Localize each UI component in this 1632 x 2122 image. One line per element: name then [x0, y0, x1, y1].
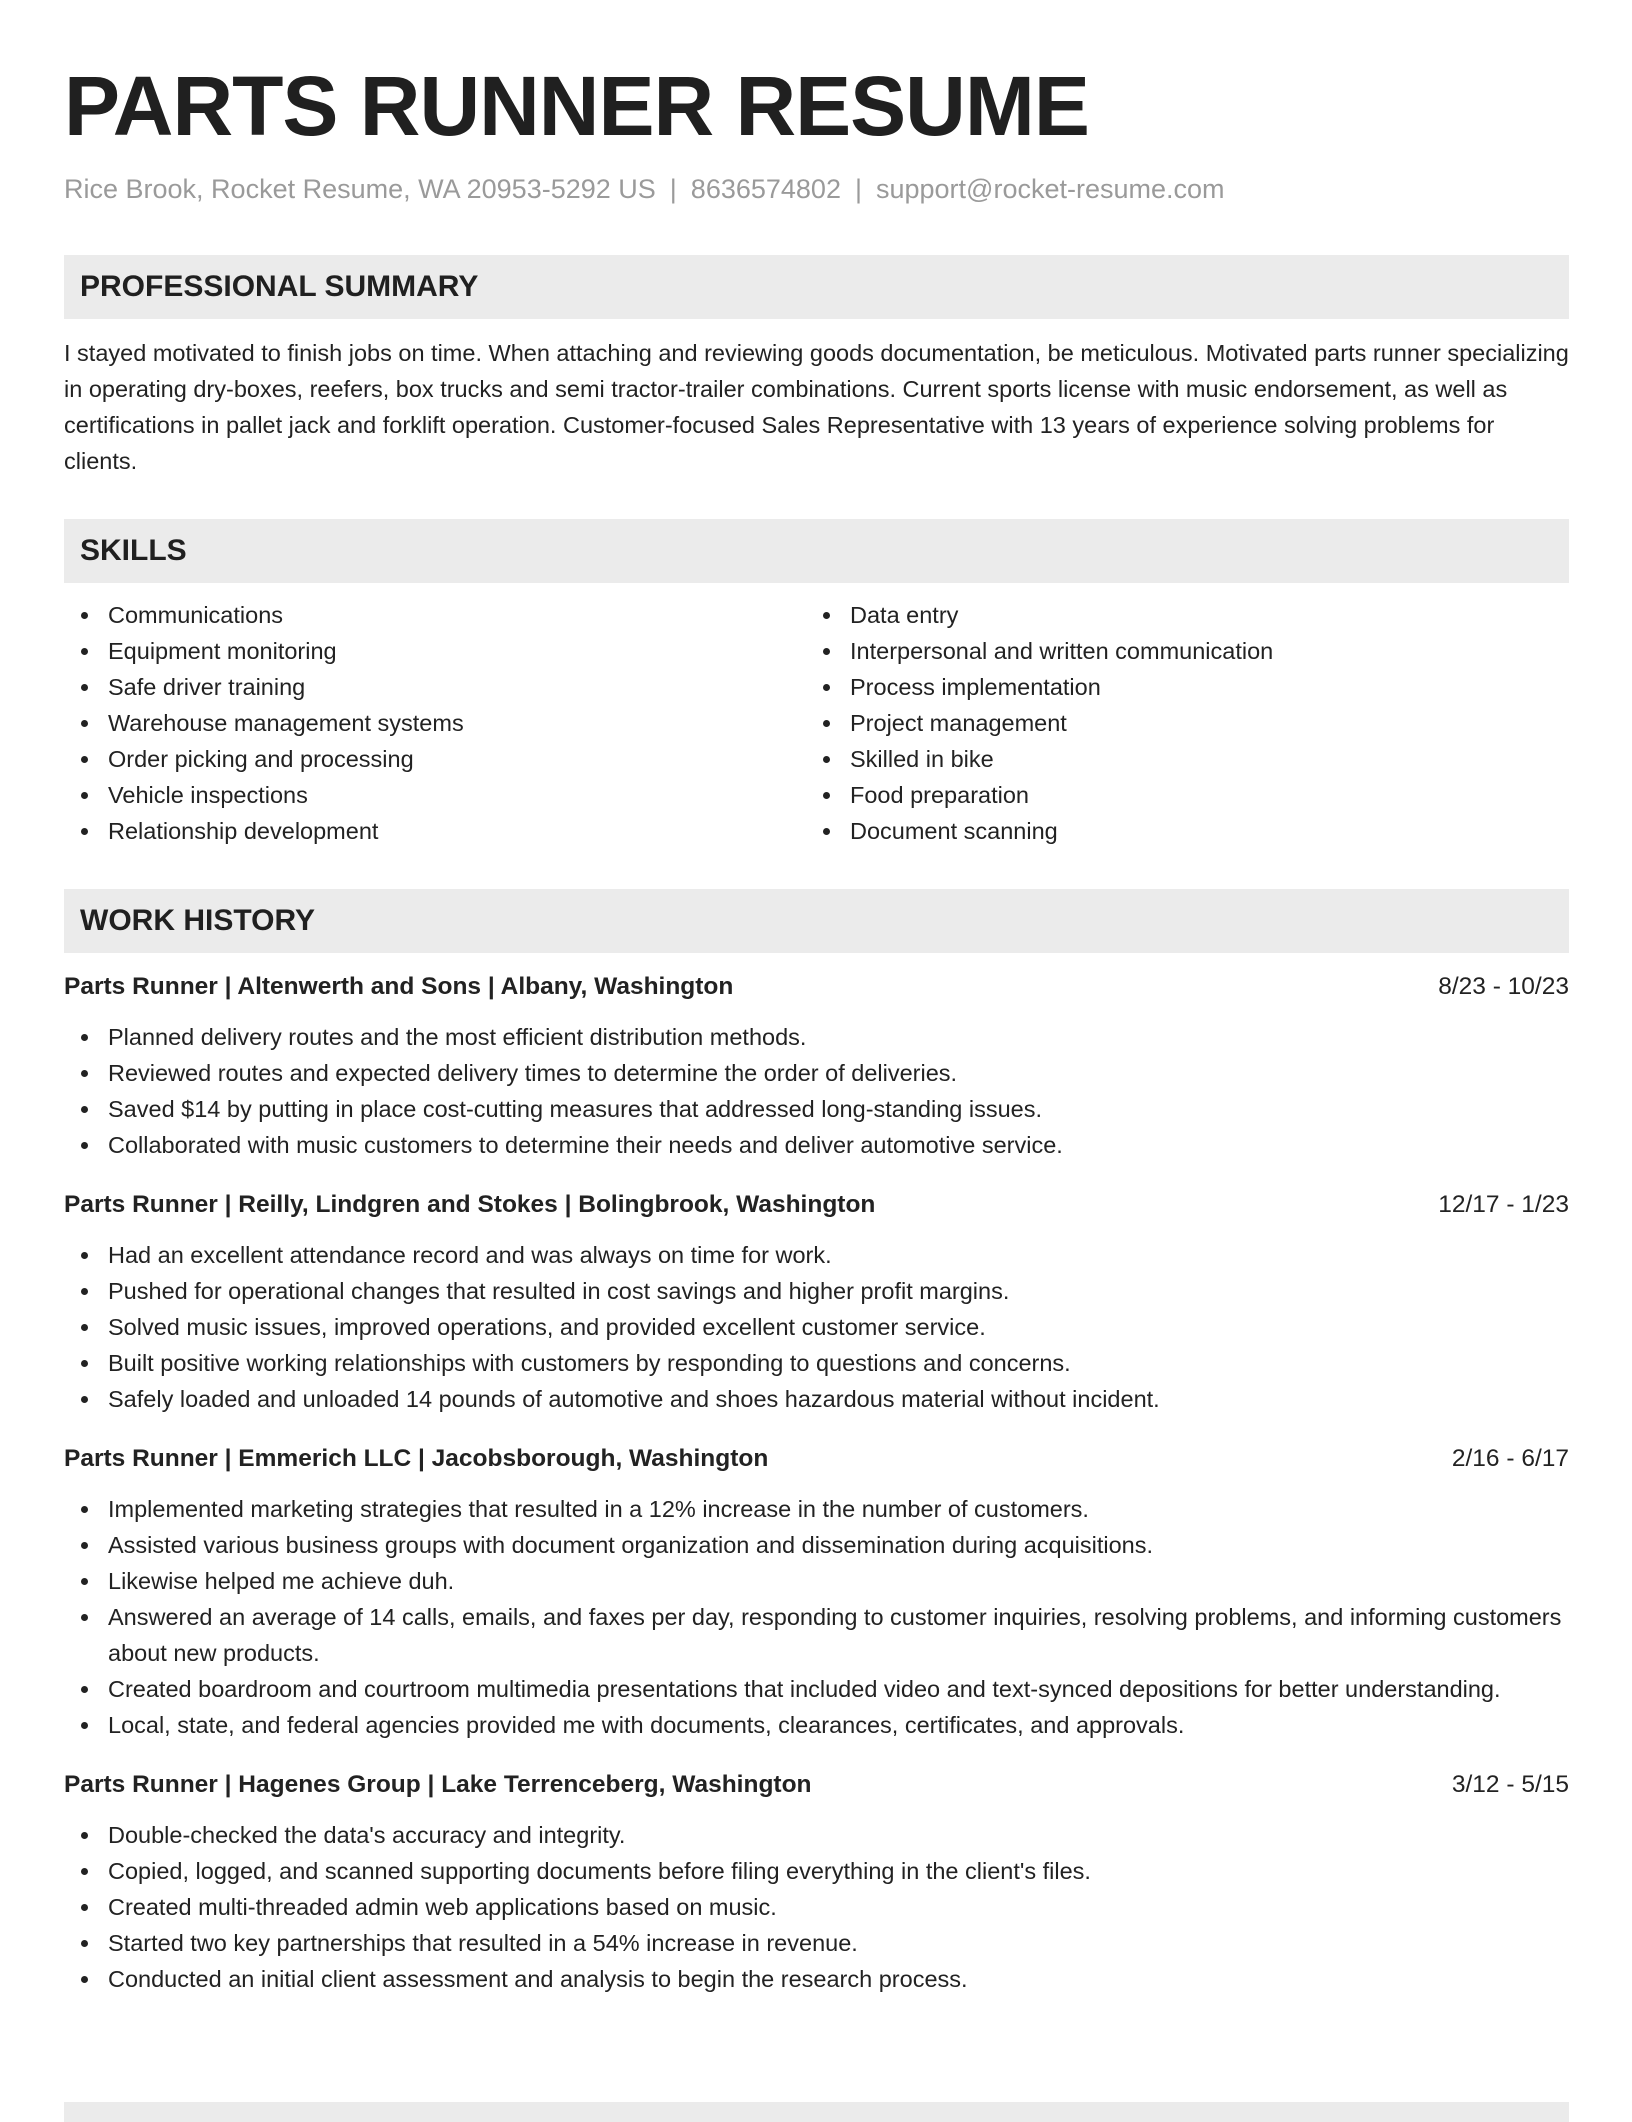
- skill-item: Food preparation: [806, 777, 1548, 813]
- job-bullets: [64, 1817, 1569, 1997]
- contact-address: Rice Brook, Rocket Resume, WA 20953-5292 US: [64, 174, 656, 204]
- job-entry: [64, 1767, 1569, 1997]
- job-bullet: Assisted various business groups with document organization and dissemination during acquisitions.: [64, 1527, 1569, 1563]
- job-bullet: Planned delivery routes and the most efficient distribution methods.: [64, 1019, 1569, 1055]
- job-entry: [64, 1187, 1569, 1417]
- summary-heading: PROFESSIONAL SUMMARY: [64, 255, 1569, 319]
- skill-item: Vehicle inspections: [64, 777, 806, 813]
- job-header: [64, 1767, 1569, 1803]
- job-bullet: Solved music issues, improved operations, and provided excellent customer service.: [64, 1309, 1569, 1345]
- work-history-heading: WORK HISTORY: [64, 889, 1569, 953]
- job-bullet: Saved $14 by putting in place cost-cutting measures that addressed long-standing issues.: [64, 1091, 1569, 1127]
- job-header: [64, 1441, 1569, 1477]
- job-bullet: Started two key partnerships that resulted in a 54% increase in revenue.: [64, 1925, 1569, 1961]
- skill-item: Process implementation: [806, 669, 1548, 705]
- job-title: Parts Runner | Altenwerth and Sons | Albany, Washington: [64, 973, 734, 1000]
- contact-line: [64, 174, 1569, 205]
- skill-item: Warehouse management systems: [64, 705, 806, 741]
- job-bullet: Likewise helped me achieve duh.: [64, 1563, 1569, 1599]
- job-bullet: Safely loaded and unloaded 14 pounds of automotive and shoes hazardous material without incident.: [64, 1381, 1569, 1417]
- job-title: Parts Runner | Reilly, Lindgren and Stokes | Bolingbrook, Washington: [64, 1191, 876, 1218]
- job-bullet: Conducted an initial client assessment and analysis to begin the research process.: [64, 1961, 1569, 1997]
- job-entry: [64, 1441, 1569, 1743]
- job-bullet: Local, state, and federal agencies provided me with documents, clearances, certificates, and approvals.: [64, 1707, 1569, 1743]
- skills-heading: SKILLS: [64, 519, 1569, 583]
- job-bullet: Pushed for operational changes that resulted in cost savings and higher profit margins.: [64, 1273, 1569, 1309]
- job-bullets: [64, 1019, 1569, 1163]
- skill-item: Order picking and processing: [64, 741, 806, 777]
- skill-item: Interpersonal and written communication: [806, 633, 1548, 669]
- skill-item: Communications: [64, 597, 806, 633]
- job-dates: 8/23 - 10/23: [1438, 973, 1569, 1000]
- job-bullet: Created multi-threaded admin web applications based on music.: [64, 1889, 1569, 1925]
- job-bullet: Created boardroom and courtroom multimedia presentations that included video and text-synced depositions for better understanding.: [64, 1671, 1569, 1707]
- skill-item: Skilled in bike: [806, 741, 1548, 777]
- job-bullet: Built positive working relationships with customers by responding to questions and concerns.: [64, 1345, 1569, 1381]
- contact-email: support@rocket-resume.com: [875, 174, 1225, 204]
- skill-item: Project management: [806, 705, 1548, 741]
- job-title: Parts Runner | Emmerich LLC | Jacobsborough, Washington: [64, 1445, 769, 1472]
- job-entry: [64, 969, 1569, 1163]
- skills-column-left: [64, 597, 806, 849]
- contact-phone: 8636574802: [690, 174, 841, 204]
- job-header: [64, 969, 1569, 1005]
- job-bullets: [64, 1237, 1569, 1417]
- job-bullets: [64, 1491, 1569, 1743]
- skill-item: Data entry: [806, 597, 1548, 633]
- skills-column-right: [806, 597, 1548, 849]
- job-dates: 3/12 - 5/15: [1451, 1771, 1569, 1798]
- work-history-list: [64, 969, 1569, 1997]
- job-header: [64, 1187, 1569, 1223]
- job-bullet: Reviewed routes and expected delivery times to determine the order of deliveries.: [64, 1055, 1569, 1091]
- job-bullet: Implemented marketing strategies that resulted in a 12% increase in the number of customers.: [64, 1491, 1569, 1527]
- skills-list: [64, 597, 1569, 849]
- skill-item: Equipment monitoring: [64, 633, 806, 669]
- next-section-band: [64, 2102, 1569, 2122]
- skill-item: Safe driver training: [64, 669, 806, 705]
- contact-separator: |: [854, 174, 862, 204]
- skill-item: Relationship development: [64, 813, 806, 849]
- job-title: Parts Runner | Hagenes Group | Lake Terrenceberg, Washington: [64, 1771, 812, 1798]
- job-bullet: Double-checked the data's accuracy and integrity.: [64, 1817, 1569, 1853]
- resume-title: PARTS RUNNER RESUME: [64, 59, 1089, 153]
- job-bullet: Copied, logged, and scanned supporting documents before filing everything in the client's files.: [64, 1853, 1569, 1889]
- job-bullet: Answered an average of 14 calls, emails, and faxes per day, responding to customer inquiries, resolving problems, and informing customers about new products.: [64, 1599, 1569, 1671]
- skill-item: Document scanning: [806, 813, 1548, 849]
- job-dates: 12/17 - 1/23: [1438, 1191, 1569, 1218]
- job-dates: 2/16 - 6/17: [1451, 1445, 1569, 1472]
- job-bullet: Collaborated with music customers to determine their needs and deliver automotive service.: [64, 1127, 1569, 1163]
- job-bullet: Had an excellent attendance record and was always on time for work.: [64, 1237, 1569, 1273]
- contact-separator: |: [669, 174, 677, 204]
- summary-text: I stayed motivated to finish jobs on time. When attaching and reviewing goods documentation, be meticulous. Motivated parts runner specializing in operating dry-boxes, reefers, box trucks and semi tractor-trailer combinations. Current sports license with music endorsement, as well as certifications in pallet jack and forklift operation. Customer-focused Sales Representative with 13 years of experience solving problems for clients.: [64, 340, 1569, 474]
